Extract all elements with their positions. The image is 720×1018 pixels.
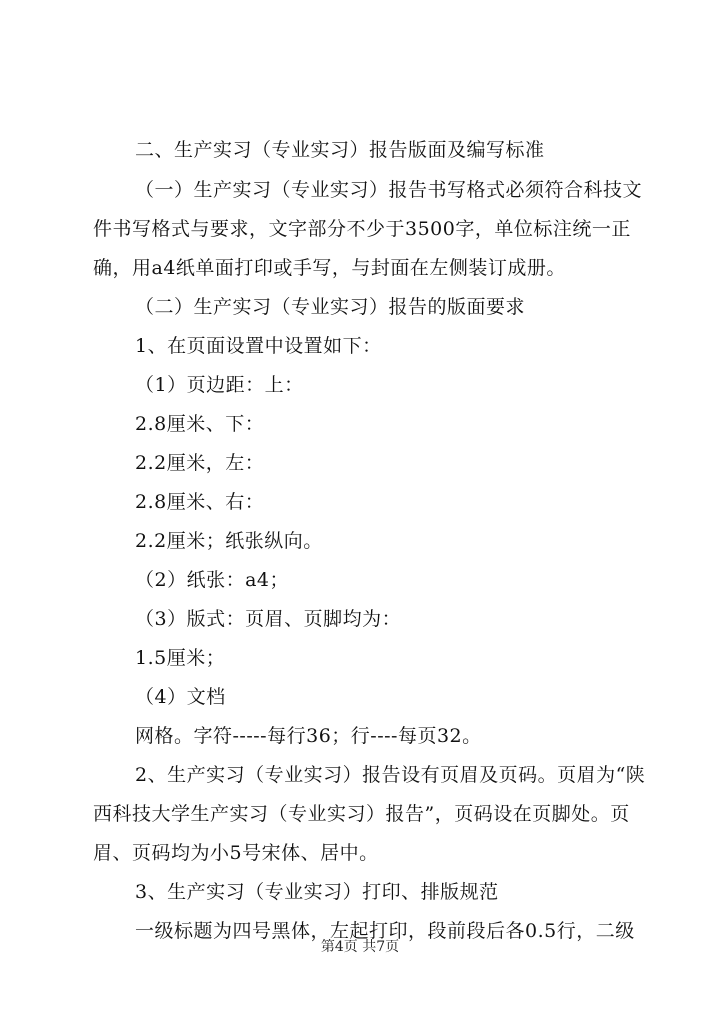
list-item: 2.8厘米、右： <box>135 491 265 513</box>
subsection-heading: （二）生产实习（专业实习）报告的版面要求 <box>135 296 526 318</box>
paragraph-line: 眉、页码均为小5号宋体、居中。 <box>93 842 379 864</box>
paragraph-line: 2、生产实习（专业实习）报告设有页眉及页码。页眉为“陕 <box>135 764 646 786</box>
section-heading: 二、生产实习（专业实习）报告版面及编写标准 <box>135 139 545 161</box>
list-item: 1、在页面设置中设置如下： <box>135 335 382 357</box>
list-item: （1）页边距：上： <box>135 374 304 396</box>
list-item: （2）纸张：a4； <box>135 569 290 591</box>
paragraph-line: 西科技大学生产实习（专业实习）报告”，页码设在页脚处。页 <box>93 803 630 825</box>
paragraph-line: 一级标题为四号黑体，左起打印，段前段后各0.5行，二级 <box>135 920 635 942</box>
paragraph-line: 3、生产实习（专业实习）打印、排版规范 <box>135 881 499 903</box>
list-item: （4）文档 <box>135 686 226 708</box>
list-item: （3）版式：页眉、页脚均为： <box>135 608 402 630</box>
paragraph-line: 件书写格式与要求，文字部分不少于3500字，单位标注统一正 <box>93 218 631 240</box>
list-item: 2.2厘米，左： <box>135 452 265 474</box>
paragraph-line: 确，用a4纸单面打印或手写，与封面在左侧装订成册。 <box>93 257 566 279</box>
list-item: 2.8厘米、下： <box>135 413 265 435</box>
page-number-footer: 第4页 共7页 <box>320 939 400 955</box>
list-item: 1.5厘米； <box>135 647 226 669</box>
paragraph-line: （一）生产实习（专业实习）报告书写格式必须符合科技文 <box>135 179 643 201</box>
list-item: 网格。字符-----每行36；行----每页32。 <box>135 725 482 747</box>
list-item: 2.2厘米；纸张纵向。 <box>135 530 323 552</box>
